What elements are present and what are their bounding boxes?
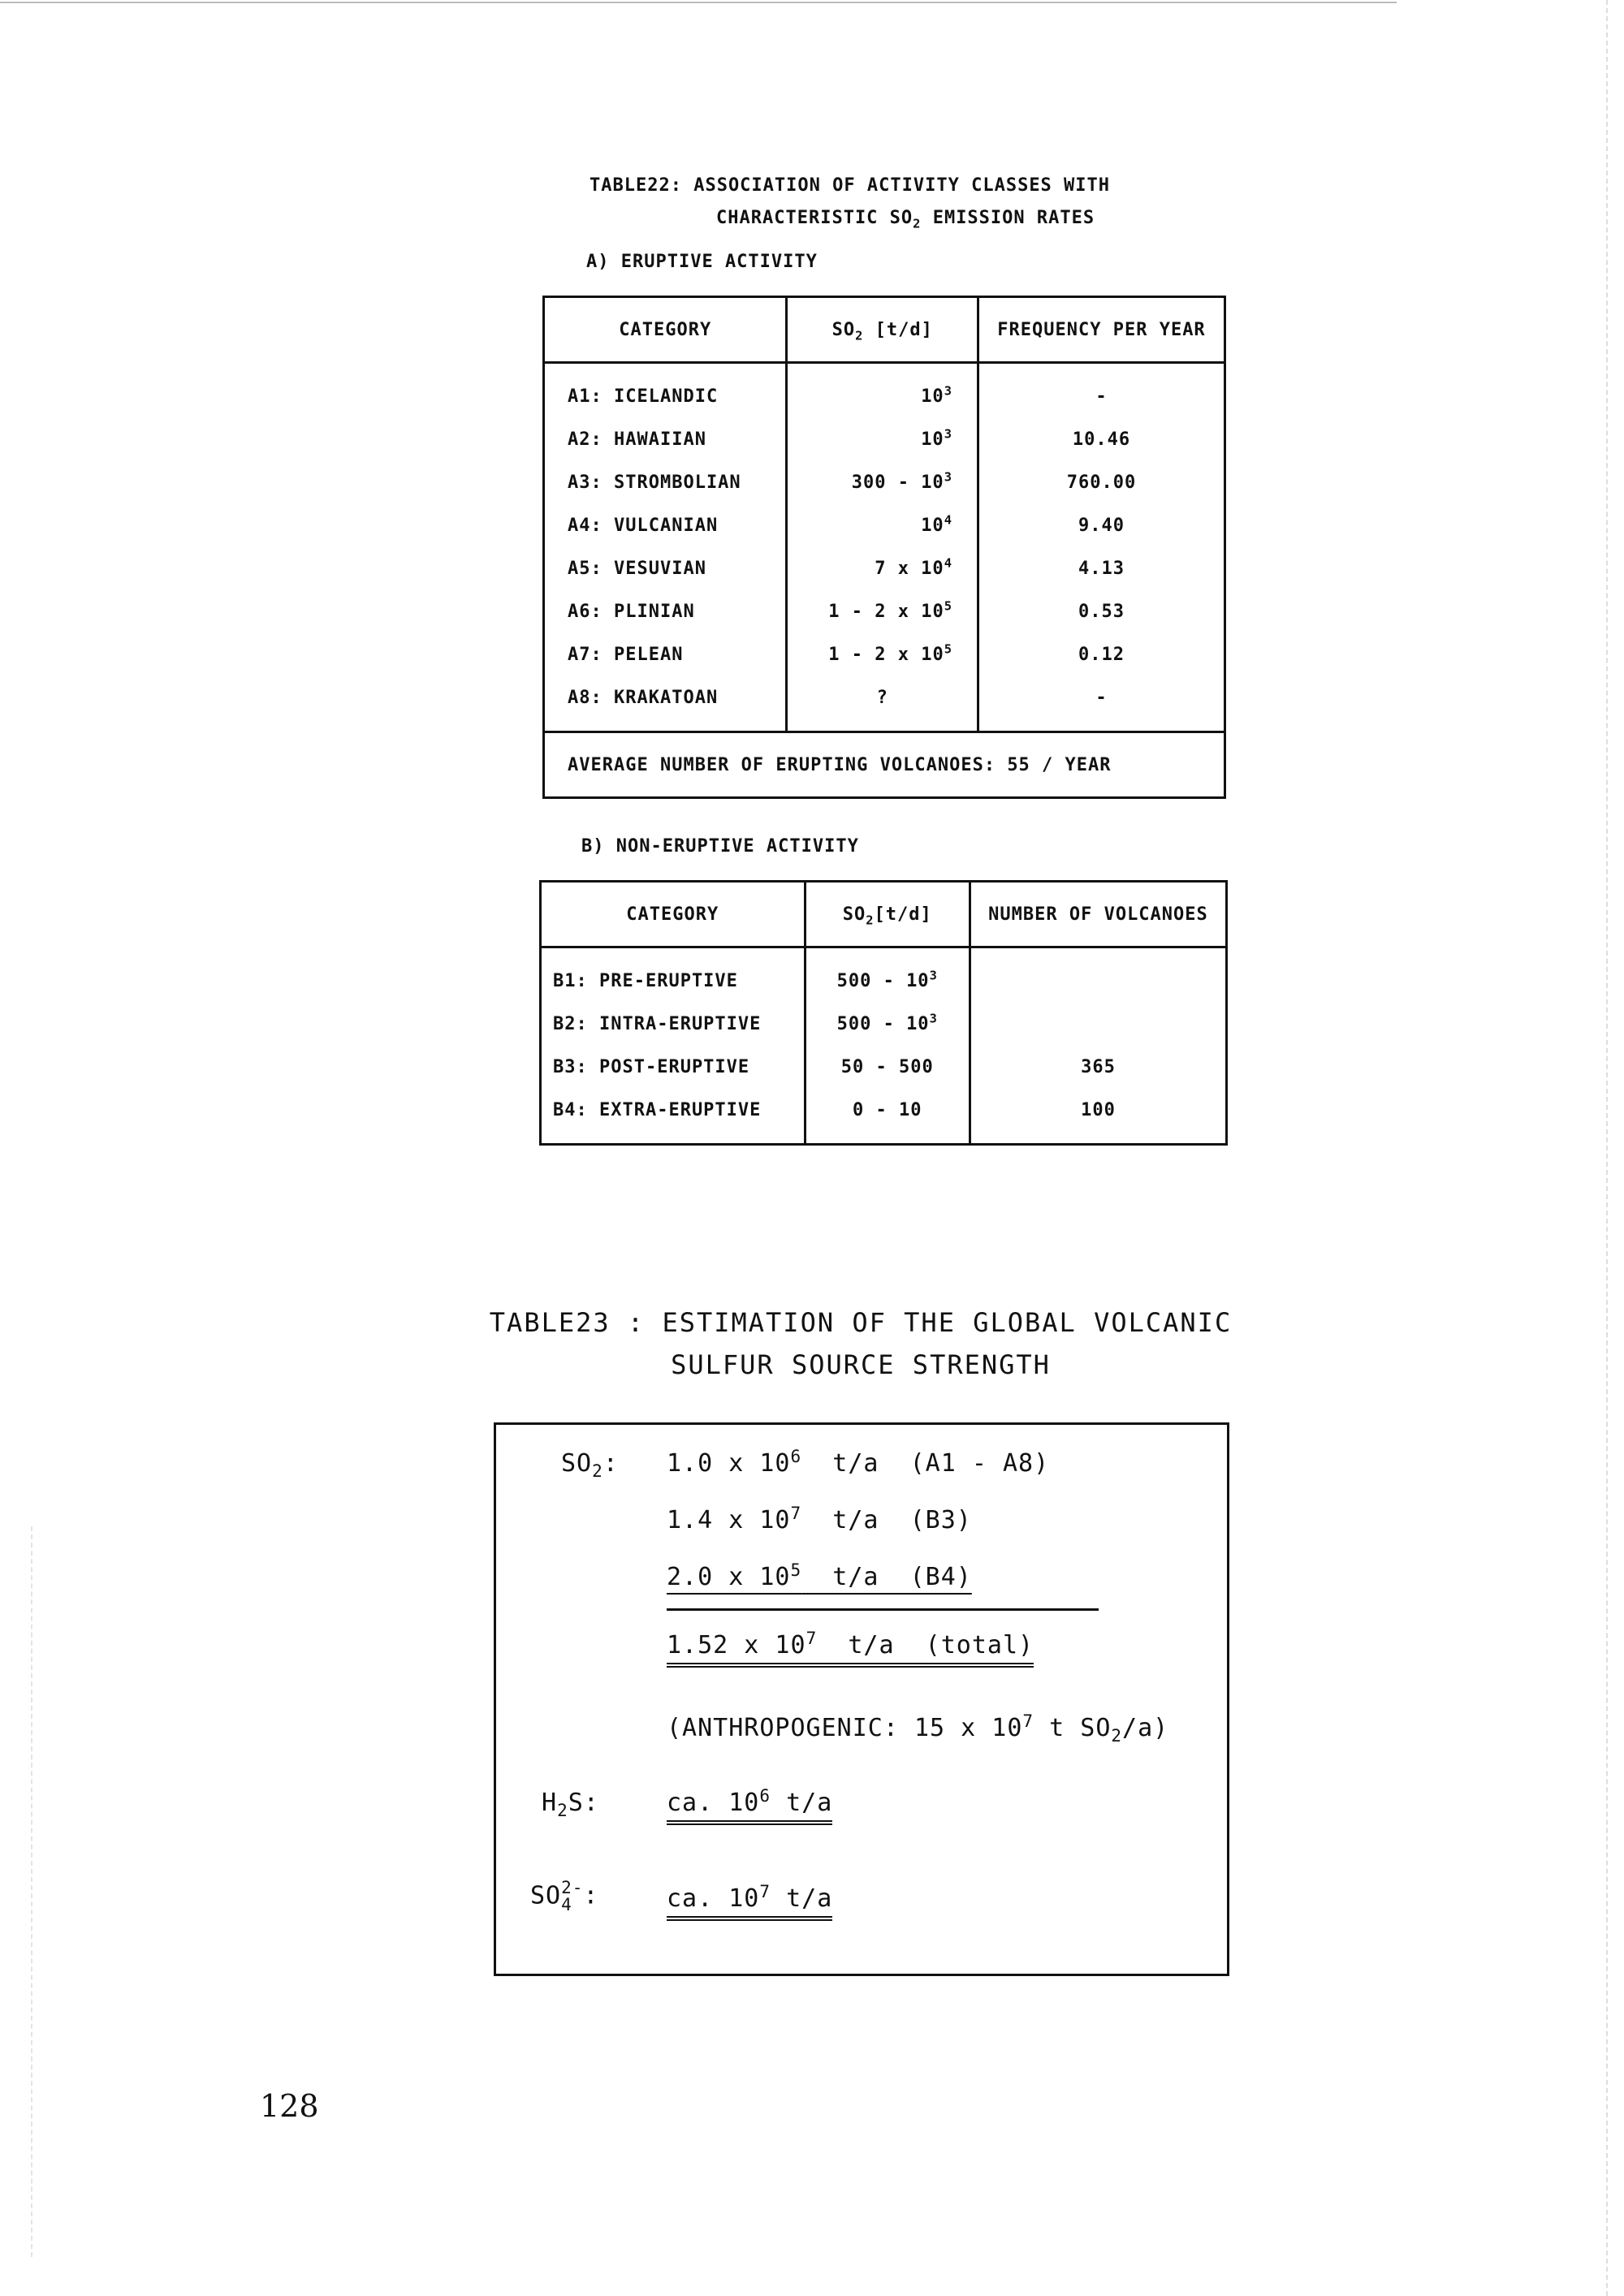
table-header-row (541, 882, 1227, 947)
frequency-cell: 10.46 (978, 418, 1224, 461)
table23-title-line1: TABLE23 : ESTIMATION OF THE GLOBAL VOLCANIC (489, 1307, 1233, 1338)
so2-cell: $10^3$ (787, 363, 978, 419)
category-cell: A1: ICELANDIC (544, 363, 787, 419)
col-category-header: CATEGORY (541, 882, 806, 947)
table22-title-line2: CHARACTERISTIC $SO_2$ EMISSION RATES (716, 208, 1095, 231)
category-cell: A3: STROMBOLIAN (544, 461, 787, 504)
so2-cell: $500 - 10^3$ (805, 947, 970, 1003)
sulfur-source-strength-box (494, 1422, 1229, 1976)
table-row (544, 676, 1225, 732)
so2-cell: $10^4$ (787, 504, 978, 547)
section-a-heading: A) ERUPTIVE ACTIVITY (586, 252, 818, 272)
sum-rule (667, 1608, 1099, 1611)
table-row (541, 1089, 1227, 1145)
col-frequency-header: FREQUENCY PER YEAR (978, 297, 1224, 363)
anthropogenic-note: (ANTHROPOGENIC: 15 x $10^7$ t $SO_2/a$) (667, 1711, 1169, 1746)
table-row (544, 461, 1225, 504)
table-header-row (544, 297, 1225, 363)
frequency-cell: - (978, 363, 1224, 419)
category-cell: A7: PELEAN (544, 633, 787, 676)
so2-cell: $500 - 10^3$ (805, 1003, 970, 1046)
h2s-value: ca. $10^6$ t/a (667, 1789, 832, 1817)
table-row (541, 1003, 1227, 1046)
frequency-cell: 0.53 (978, 590, 1224, 633)
col-so2-header: $SO_2[t/d]$ (805, 882, 970, 947)
frequency-cell: 4.13 (978, 547, 1224, 590)
category-cell: A4: VULCANIAN (544, 504, 787, 547)
category-cell: A6: PLINIAN (544, 590, 787, 633)
so2-cell: 1 - 2 x $10^5$ (787, 590, 978, 633)
table-row (541, 947, 1227, 1003)
h2s-label: $H_2S$: (542, 1789, 599, 1820)
number-cell (970, 947, 1226, 1003)
so2-cell: $300 - 10^3$ (787, 461, 978, 504)
so2-cell: ? (787, 676, 978, 732)
number-cell (970, 1003, 1226, 1046)
frequency-cell: 760.00 (978, 461, 1224, 504)
so2-label: $SO_2$: (561, 1449, 619, 1481)
table-row (544, 504, 1225, 547)
table-row (544, 590, 1225, 633)
so2-estimate-extra-eruptive: 2.0 x $10^5$ t/a (B4) (667, 1560, 972, 1591)
category-cell: A8: KRAKATOAN (544, 676, 787, 732)
table-row (544, 418, 1225, 461)
so4-label: SO 2- 4 : (530, 1878, 599, 1914)
so2-cell: 7 x $10^4$ (787, 547, 978, 590)
col-number-header: NUMBER OF VOLCANOES (970, 882, 1226, 947)
section-b-heading: B) NON-ERUPTIVE ACTIVITY (581, 836, 859, 857)
category-cell: B3: POST-ERUPTIVE (541, 1046, 806, 1089)
so2-cell: 1 - 2 x $10^5$ (787, 633, 978, 676)
so2-estimate-post-eruptive: 1.4 x $10^7$ t/a (B3) (667, 1504, 972, 1534)
page-number: 128 (260, 2088, 319, 2124)
category-cell: B1: PRE-ERUPTIVE (541, 947, 806, 1003)
so2-cell: 0 - 10 (805, 1089, 970, 1145)
category-cell: B2: INTRA-ERUPTIVE (541, 1003, 806, 1046)
frequency-cell: 0.12 (978, 633, 1224, 676)
left-scan-edge (31, 1526, 32, 2257)
table-footer-row (544, 732, 1225, 798)
table-row (544, 363, 1225, 419)
table23-title-line2: SULFUR SOURCE STRENGTH (671, 1349, 1051, 1380)
category-cell: B4: EXTRA-ERUPTIVE (541, 1089, 806, 1145)
frequency-cell: - (978, 676, 1224, 732)
top-scan-line (0, 2, 1397, 3)
category-cell: A2: HAWAIIAN (544, 418, 787, 461)
frequency-cell: 9.40 (978, 504, 1224, 547)
table-row (544, 547, 1225, 590)
average-erupting-volcanoes: AVERAGE NUMBER OF ERUPTING VOLCANOES: 55 / YEAR (544, 732, 1225, 798)
number-cell: 100 (970, 1089, 1226, 1145)
eruptive-activity-table (542, 296, 1226, 799)
number-cell: 365 (970, 1046, 1226, 1089)
table-row (544, 633, 1225, 676)
so2-total: 1.52 x $10^7$ t/a (total) (667, 1631, 1034, 1659)
col-so2-header: $SO_2$ [t/d] (787, 297, 978, 363)
table-row (541, 1046, 1227, 1089)
non-eruptive-activity-table (539, 880, 1228, 1146)
table22-title-line1: TABLE22: ASSOCIATION OF ACTIVITY CLASSES WITH (590, 175, 1111, 196)
so4-value: ca. $10^7$ t/a (667, 1884, 832, 1913)
so2-estimate-eruptive: 1.0 x $10^6$ t/a (A1 - A8) (667, 1447, 1050, 1478)
right-scan-edge (1606, 0, 1608, 2296)
category-cell: A5: VESUVIAN (544, 547, 787, 590)
so2-cell: 50 - 500 (805, 1046, 970, 1089)
col-category-header: CATEGORY (544, 297, 787, 363)
so2-cell: $10^3$ (787, 418, 978, 461)
